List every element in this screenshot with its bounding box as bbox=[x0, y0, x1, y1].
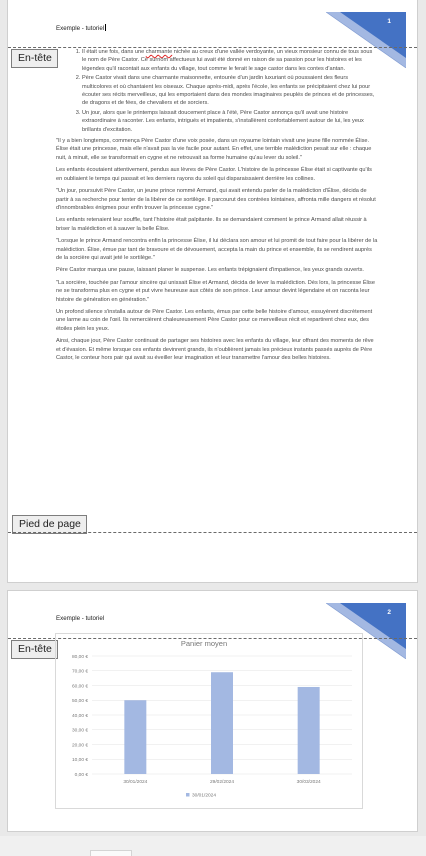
x-tick-label: 30/01/2024 bbox=[123, 780, 148, 785]
page-number: 2 bbox=[387, 609, 391, 616]
chart-container[interactable] bbox=[55, 633, 363, 809]
y-tick-label: 40,00 € bbox=[71, 713, 88, 719]
document-body[interactable] bbox=[56, 48, 378, 366]
list-item-text: Il était une fois, dans une bbox=[82, 49, 146, 55]
list-item-text: Père Castor vivait dans une charmante maisonnette, entourée d'un jardin luxuriant où poussaient des fleurs multicolores et où chantaient les oiseaux. Chaque après-midi, après l'école, les enfants se précipitaient chez lui pour écouter ses récits merveilleux, qui les emportaient dans des mondes imaginaires peuplés de princes et de princesses, de dragons et de fées, de chevaliers et de sorciers. bbox=[82, 75, 375, 107]
list-item-text: nichée au creux d'une vallée verdoyante, un vieux monsieur connu de tous sous le nom de Père Castor. Ce surnom affectueux lui avait été donné en raison de sa passion pour les histoires et les légendes qu'il racontait aux enfants du village, tout comme le ferait le sage castor dans les contes d'antan. bbox=[82, 49, 373, 72]
list-item bbox=[82, 48, 378, 73]
footer-tag[interactable]: Pied de page bbox=[12, 515, 87, 534]
chart-title: Panier moyen bbox=[180, 639, 228, 648]
list-item bbox=[82, 74, 378, 108]
x-tick-label: 29/02/2024 bbox=[209, 780, 235, 785]
x-tick-label: 30/03/2024 bbox=[296, 780, 321, 785]
footer-boundary bbox=[8, 532, 417, 533]
paragraph: "Il y a bien longtemps, commença Père Castor d'une voix posée, dans un royaume lointain vivait une jeune fille nommée Élise. Élise était une princesse, mais elle n'avait pas la vie facile pour autant. En effet, une terrible malédiction pesait sur elle : chaque nuit, à minuit, elle se transformait en cygne et ne retrouvait sa forme humaine qu'au lever du soleil." bbox=[56, 138, 372, 161]
bar bbox=[211, 672, 233, 774]
y-tick-label: 0,00 € bbox=[74, 772, 88, 778]
paragraph: Les enfants retenaient leur souffle, tant l'histoire était palpitante. Ils se demandaient comment le prince Armand allait réussir à briser la malédiction et à sauver la belle Élise. bbox=[56, 217, 367, 232]
paragraph: Un profond silence s'installa autour de Père Castor. Les enfants, émus par cette belle histoire d'amour, essuyèrent discrètement une larme au coin de l'œil. Ils remercièrent chaleureusement Père Castor pour ce merveilleux récit et repartirent chez eux, des étoiles plein les yeux. bbox=[56, 308, 373, 332]
y-tick-label: 10,00 € bbox=[71, 758, 88, 764]
paragraphs bbox=[56, 137, 378, 362]
y-tick-label: 20,00 € bbox=[71, 743, 88, 749]
header-text[interactable]: Exemple - tutoriel bbox=[56, 615, 105, 622]
bar bbox=[124, 700, 146, 774]
legend-label: 30/01/2024 bbox=[192, 793, 217, 799]
page-number: 1 bbox=[387, 18, 391, 25]
paragraph: "Un jour, poursuivit Père Castor, un jeune prince nommé Armand, qui avait entendu parler de la malédiction d'Élise, décida de partir à sa recherche pour tenter de la libérer de ce sortilège. Il parcourut des contrées lointaines, affronta mille dangers et résolut d'innombrables énigmes pour enfin trouver la princesse cygne." bbox=[56, 188, 376, 211]
text-cursor bbox=[105, 24, 106, 31]
paragraph: Les enfants écoutaient attentivement, pendus aux lèvres de Père Castor. L'histoire de la princesse Élise était si captivante qu'ils en oubliaient le temps qui passait et les derniers rayons du soleil qui disparaissaient derrière les collines. bbox=[56, 167, 372, 182]
header-tag[interactable]: En-tête bbox=[11, 49, 58, 68]
paragraph: "La sorcière, touchée par l'amour sincère qui unissait Élise et Armand, décida de lever la malédiction. Dès lors, la princesse Élise ne se transforma plus en cygne et put vivre heureuse aux côtés de son prince. Leur amour devint légendaire et on raconta leur histoire de génération en génération." bbox=[56, 279, 375, 303]
misspelled-word[interactable]: charmante bbox=[145, 49, 173, 55]
numbered-list bbox=[56, 48, 378, 134]
list-item-text: Un jour, alors que le printemps laissait doucement place à l'été, Père Castor annonça qu'il avait une histoire extraordinaire à raconter. Les enfants, intrigués et impatients, s'installèrent confortablement autour de lui, les yeux brillants d'excitation. bbox=[82, 109, 364, 133]
scroll-thumb[interactable] bbox=[90, 850, 132, 856]
paragraph: Père Castor marqua une pause, laissant planer le suspense. Les enfants trépignaient d'impatience, les yeux grands ouverts. bbox=[56, 267, 364, 274]
paragraph: Ainsi, chaque jour, Père Castor continuait de partager ses histoires avec les enfants du village, leur offrant des moments de rêve et d'évasion. Et même lorsque ces enfants devinrent grands, ils n'oublièrent jamais les précieux instants passés auprès de Père Castor, le conteur hors pair qui avait su éveiller leur imagination et leur transmettre l'amour des belles histoires. bbox=[56, 338, 374, 361]
paragraph: "Lorsque le prince Armand rencontra enfin la princesse Élise, il lui déclara son amour et lui promit de tout faire pour la libérer de la malédiction. Élise, émue par tant de bravoure et de dévouement, accepta la main du prince et ensemble, ils se rendirent auprès de la sorcière qui avait jeté le sortilège." bbox=[56, 238, 378, 261]
list-item bbox=[82, 109, 378, 134]
y-tick-label: 80,00 € bbox=[71, 654, 88, 660]
header-text[interactable]: Exemple - tutoriel bbox=[56, 25, 105, 32]
status-area bbox=[0, 836, 426, 856]
legend-swatch bbox=[186, 793, 190, 797]
y-tick-label: 50,00 € bbox=[71, 699, 88, 705]
y-tick-label: 30,00 € bbox=[71, 728, 88, 734]
bar bbox=[298, 687, 320, 774]
page-1 bbox=[7, 0, 418, 583]
bar-chart bbox=[56, 634, 362, 808]
page-2 bbox=[7, 590, 418, 832]
header-tag[interactable]: En-tête bbox=[11, 640, 58, 659]
y-tick-label: 60,00 € bbox=[71, 684, 88, 690]
y-tick-label: 70,00 € bbox=[71, 669, 88, 675]
